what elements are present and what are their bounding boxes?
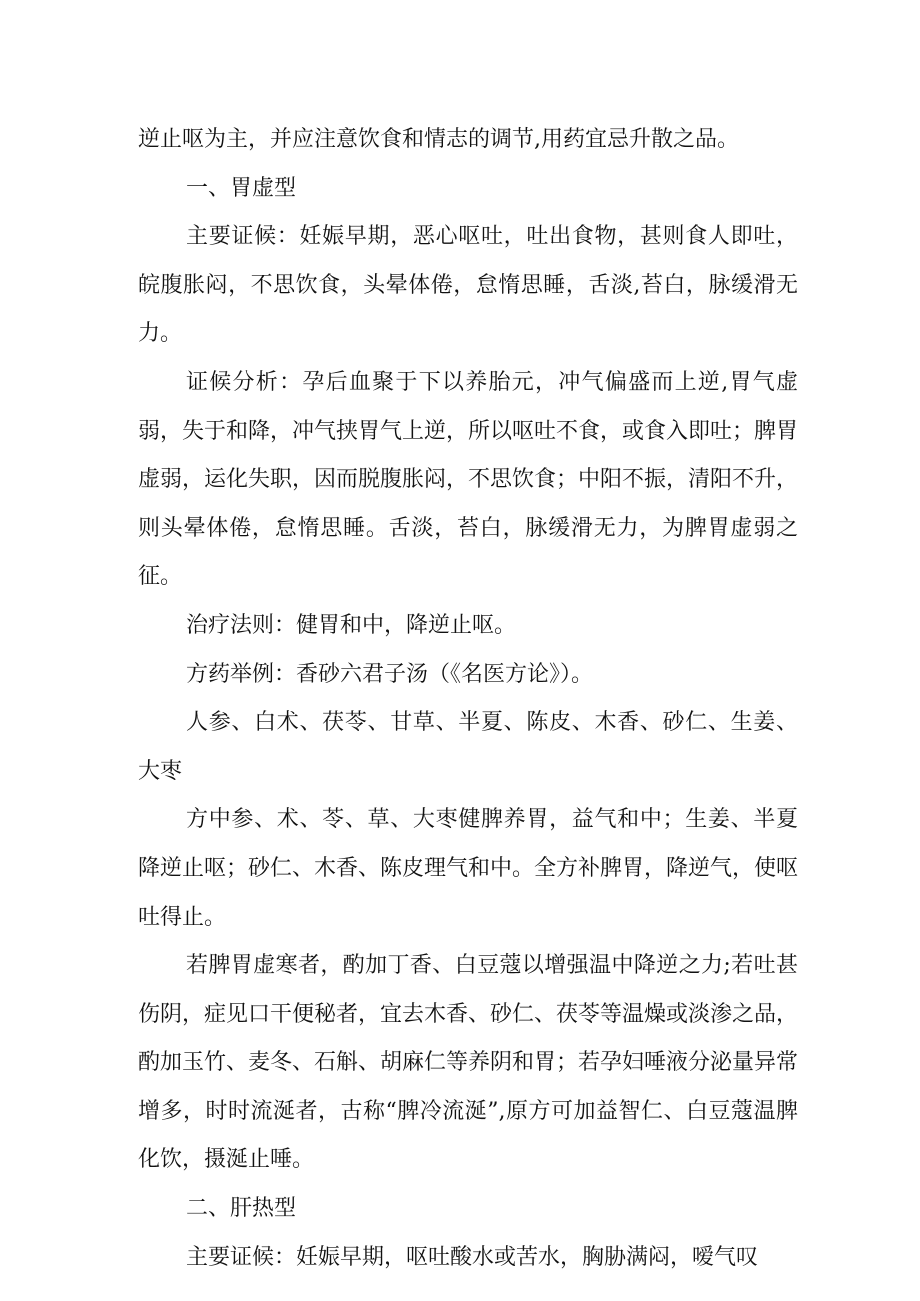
paragraph-ingredients: 人参、白术、茯苓、甘草、半夏、陈皮、木香、砂仁、生姜、大枣	[138, 710, 798, 784]
paragraph-symptom-analysis: 证候分析：孕后血聚于下以养胎元，冲气偏盛而上逆,胃气虚弱，失于和降，冲气挟胃气上逆，所以呕吐不食，或食入即吐；脾胃虚弱，运化失职，因而脱腹胀闷，不思饮食；中阳不振，清阳不升，则头晕体倦，怠惰思睡。舌淡，苔白，脉缓滑无力，为脾胃虚弱之征。	[138, 369, 799, 590]
paragraph-prescription-explanation: 方中参、术、苓、草、大枣健脾养胃，益气和中；生姜、半夏降逆止呕；砂仁、木香、陈皮理气和中。全方补脾胃，降逆气，使呕吐得止。	[138, 807, 799, 930]
paragraph-liver-heat-symptoms: 主要证候：妊娠早期，呕吐酸水或苦水，胸胁满闷，嗳气叹	[186, 1244, 759, 1270]
paragraph-prescription-example: 方药举例：香砂六君子汤（《名医方论》）。	[186, 661, 594, 687]
section-heading-liver-heat: 二、肝热型	[186, 1196, 297, 1222]
paragraph-modifications: 若脾胃虚寒者，酌加丁香、白豆蔻以增强温中降逆之力;若吐甚伤阴，症见口干便秘者，宜去木香、砂仁、茯苓等温燥或淡渗之品，酌加玉竹、麦冬、石斛、胡麻仁等养阴和胃；若孕妇唾液分泌量异常增多，时时流涎者，古称“脾冷流涎”,原方可加益智仁、白豆蔻温脾化饮，摄涎止唾。	[138, 953, 799, 1173]
paragraph-treatment-principle: 治疗法则：健胃和中，降逆止呕。	[186, 612, 517, 638]
document-body	[138, 116, 798, 1282]
section-heading-stomach-deficiency: 一、胃虚型	[186, 175, 297, 201]
paragraph-continuation: 逆止呕为主，并应注意饮食和情志的调节,用药宜忌升散之品。	[138, 127, 739, 152]
paragraph-main-symptoms: 主要证候：妊娠早期，恶心呕吐，吐出食物，甚则食人即吐，皖腹胀闷，不思饮食，头晕体倦，怠惰思睡，舌淡,苔白，脉缓滑无力。	[138, 224, 798, 347]
